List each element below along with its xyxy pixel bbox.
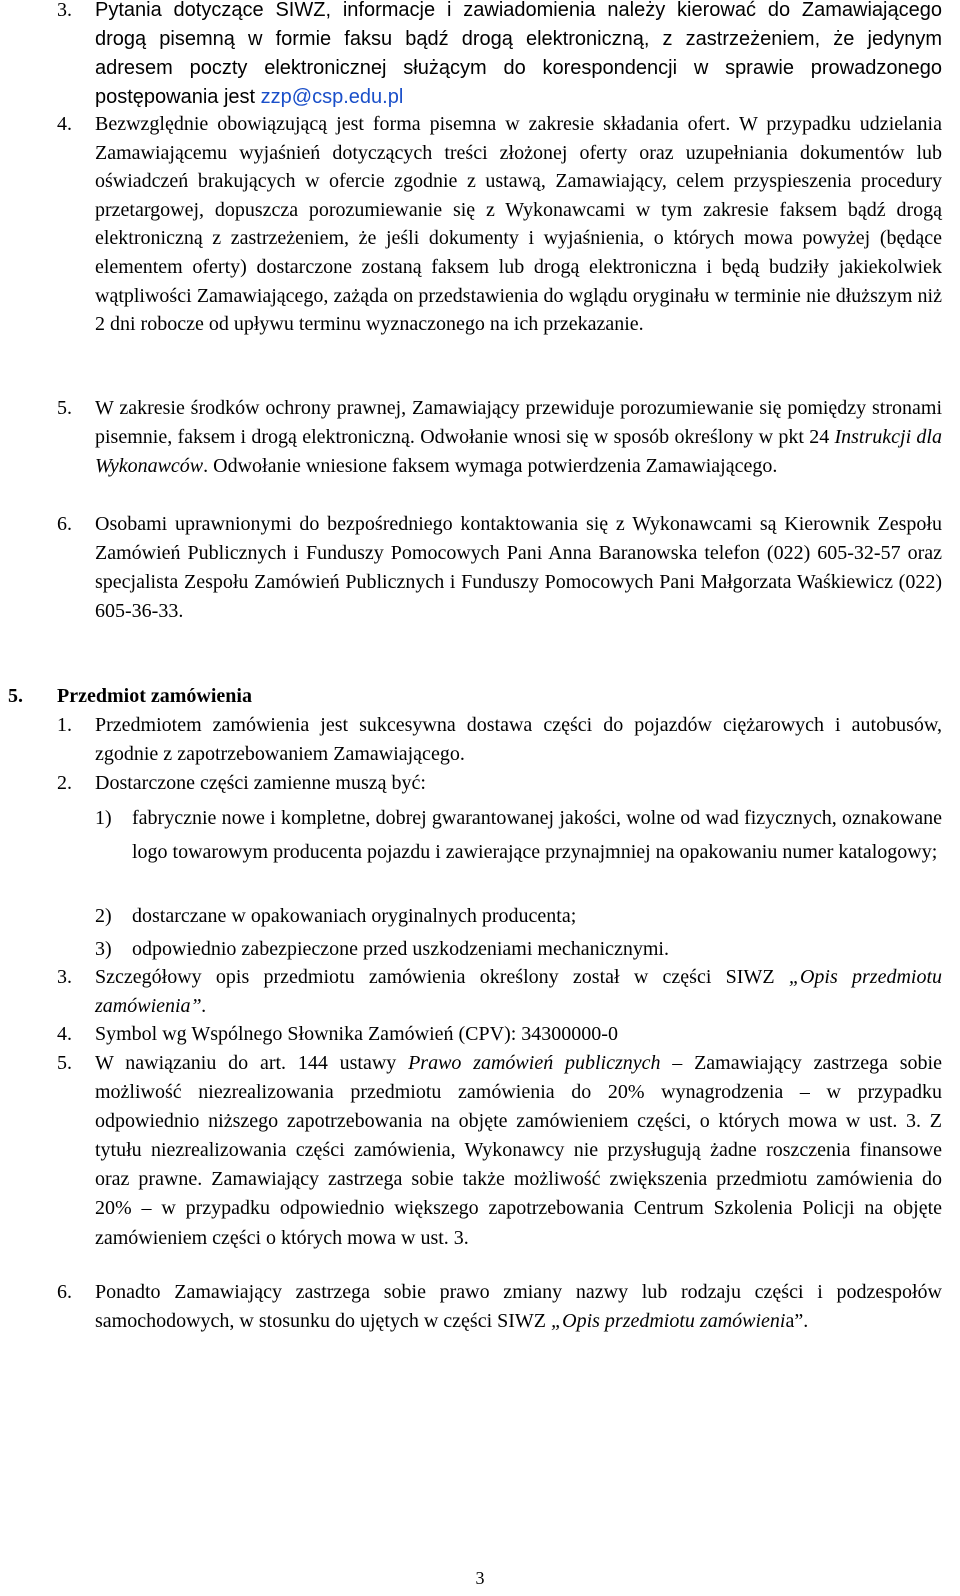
item-emphasis-tail: a [785, 1310, 795, 1333]
item-text-tail: ”. [794, 1310, 809, 1333]
item-number: 1. [57, 714, 72, 736]
item-text: Symbol wg Wspólnego Słownika Zamówień (CPV): 34300000-0 [95, 1023, 618, 1045]
item-text: Przedmiotem zamówienia jest sukcesywna dostawa części do pojazdów ciężarowych i autobusów, zgodnie z zapotrzebowaniem Zamawiającego. [95, 714, 942, 766]
list-item [57, 1049, 942, 1253]
item-number: 6. [57, 1281, 72, 1303]
sub-item-text: odpowiednio zabezpieczone przed uszkodzeniami mechanicznymi. [132, 938, 669, 960]
item-emphasis: Instrukcji dla Wykonawców [95, 426, 942, 478]
email-link[interactable]: zzp@csp.edu.pl [260, 86, 404, 109]
item-text: Bezwzględnie obowiązującą jest forma pisemna w zakresie składania ofert. W przypadku udzielania Zamawiającemu wyjaśnień dotyczących treści złożonej oferty oraz uzupełniania dokumentów lub oświadczeń brakujących w ofercie zgodnie z ustawą, Zamawiający, celem przyspieszenia procedury przetargowej, dopuszcza porozumiewanie się z Wykonawcami w tym zakresie faksem bądź drogą elektroniczną z zastrzeżeniem, że jeśli dokumenty i wyjaśnienia, o których mowa powyżej (będące elementem oferty) dostarczone zostaną faksem lub drogą elektroniczna i będą budziły jakiekolwiek wątpliwości Zamawiającego, zażąda on przedstawienia do wglądu oryginału w terminie nie dłuższym niż 2 dni robocze od upływu terminu wyznaczonego na ich przekazanie. [95, 113, 942, 336]
sub-item-number: 3) [95, 938, 112, 960]
sub-item-number: 2) [95, 905, 112, 927]
list-item [57, 394, 942, 481]
list-item [57, 0, 942, 112]
sub-item-text: fabrycznie nowe i kompletne, dobrej gwarantowanej jakości, wolne od wad fizycznych, oznakowane logo towarowym producenta pojazdu i zawierające przynajmniej na opakowaniu numer katalogowy; [132, 807, 942, 863]
item-text-tail: – Zamawiający zastrzega sobie możliwość niezrealizowania przedmiotu zamówienia do 20% wynagrodzenia – w przypadku odpowiednio niższego zapotrzebowania na objęte zamówieniem części, o których mowa w ust. 3. Z tytułu niezrealizowania części zamówienia, Wykonawcy nie przysługują żadne roszczenia finansowe oraz prawne. Zamawiający zastrzega sobie także możliwość zwiększenia przedmiotu zamówienia do 20% – w przypadku odpowiednio większego zapotrzebowania Centrum Szkolenia Policji na objęte zamówieniem części o których mowa w ust. 3. [95, 1052, 942, 1249]
item-number: 5. [57, 397, 72, 419]
item-text: Osobami uprawnionymi do bezpośredniego kontaktowania się z Wykonawcami są Kierownik Zespołu Zamówień Publicznych i Funduszy Pomocowych Pani Anna Baranowska telefon (022) 605-32-57 oraz specjalista Zespołu Zamówień Publicznych i Funduszy Pomocowych Pani Małgorzata Waśkiewicz (022) 605-36-33. [95, 513, 942, 623]
list-item [57, 1020, 942, 1049]
list-item [57, 1278, 942, 1336]
item-number: 4. [57, 1023, 72, 1045]
item-number: 3. [57, 966, 72, 988]
item-text: Pytania dotyczące SIWZ, informacje i zawiadomienia należy kierować do Zamawiającego drogą pisemną w formie faksu bądź drogą elektroniczną, z zastrzeżeniem, że jedynym adresem poczty elektronicznej służącym do korespondencji w sprawie prowadzonego postępowania jest [95, 0, 942, 109]
list-item [57, 711, 942, 769]
sub-list-item [95, 901, 942, 931]
sub-item-number: 1) [95, 807, 112, 829]
item-emphasis: „Opis przedmiotu zamówieni [551, 1310, 786, 1333]
list-item [57, 510, 942, 626]
item-number: 6. [57, 513, 72, 535]
section-heading [8, 682, 252, 711]
item-text-tail: . Odwołanie wniesione faksem wymaga potwierdzenia Zamawiającego. [203, 455, 778, 478]
item-text: Dostarczone części zamienne muszą być: [95, 772, 426, 794]
sub-list-item [95, 934, 942, 964]
sub-item-text: dostarczane w opakowaniach oryginalnych producenta; [132, 905, 577, 927]
list-item [57, 769, 942, 798]
item-number: 4. [57, 113, 72, 135]
item-text: Szczegółowy opis przedmiotu zamówienia określony został w części SIWZ [95, 966, 789, 988]
item-text: Ponadto Zamawiający zastrzega sobie prawo zmiany nazwy lub rodzaju części i podzespołów samochodowych, w stosunku do ujętych w części SIWZ [95, 1281, 942, 1333]
item-emphasis: „Opis przedmiotu zamówienia”. [95, 966, 943, 1018]
item-text: W zakresie środków ochrony prawnej, Zamawiający przewiduje porozumiewanie się pomiędzy stronami pisemnie, faksem i drogą elektroniczną. Odwołanie wnosi się w sposób określony w pkt 24 [95, 397, 942, 449]
section-number: 5. [8, 685, 23, 707]
page-number: 3 [475, 1568, 485, 1588]
item-text: W nawiązaniu do art. 144 ustawy [95, 1052, 409, 1074]
list-item [57, 963, 943, 1021]
section-title: Przedmiot zamówienia [57, 685, 252, 707]
sub-list-item [95, 801, 942, 869]
item-number: 5. [57, 1052, 72, 1074]
item-number: 2. [57, 772, 72, 794]
list-item [57, 110, 942, 339]
item-number: 3. [57, 0, 72, 21]
item-emphasis: Prawo zamówień publicznych [408, 1052, 661, 1074]
